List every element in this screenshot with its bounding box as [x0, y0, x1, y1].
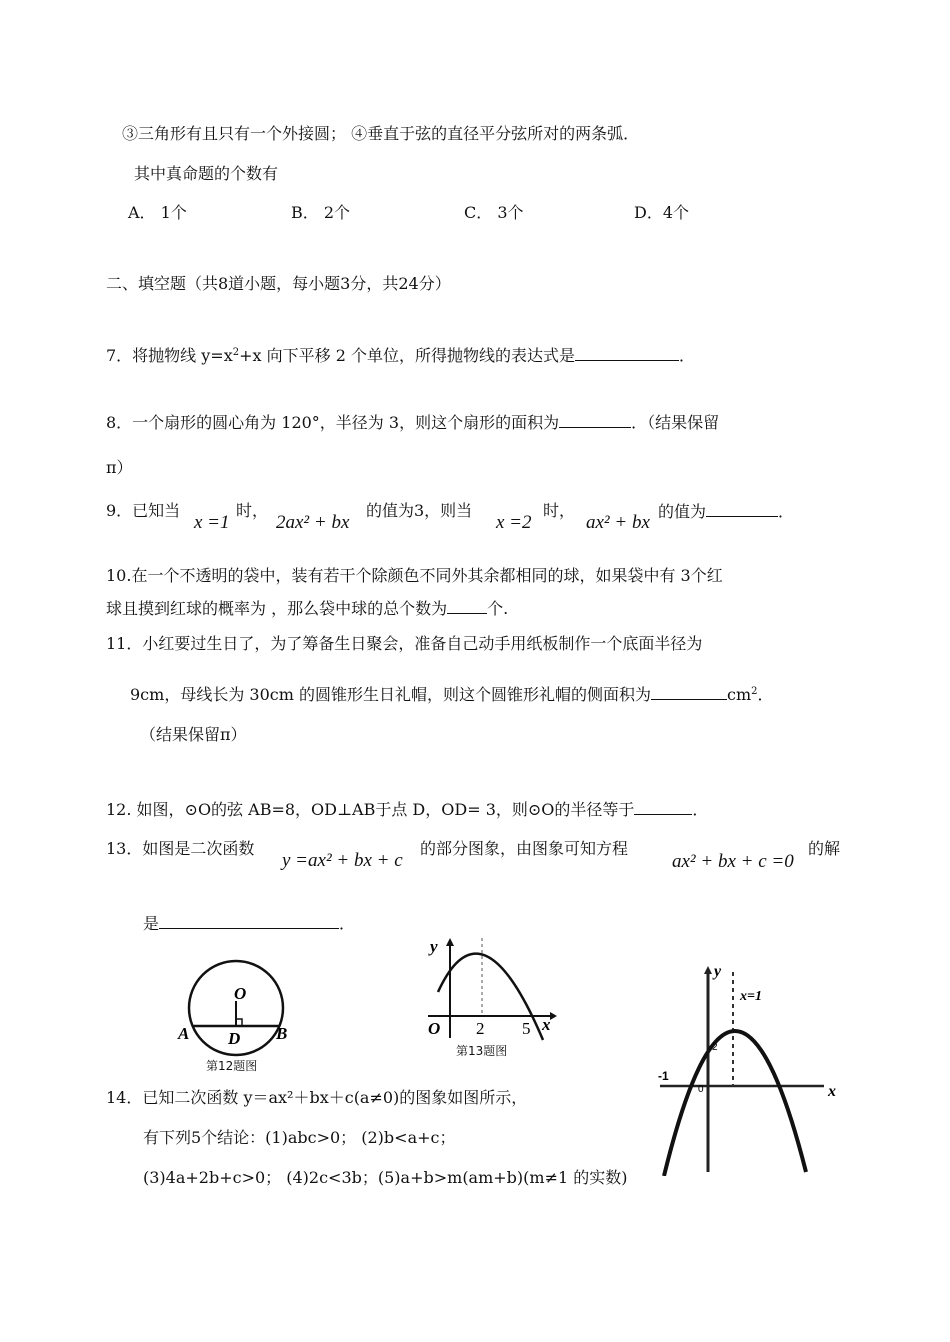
q13-line2-text: 是 [143, 914, 160, 933]
q11-answer-blank[interactable] [651, 683, 727, 700]
fig12-caption: 第12题图 [206, 1059, 258, 1073]
q10-answer-blank[interactable] [447, 597, 487, 614]
q7 [106, 342, 695, 367]
fig14-label-y: y [714, 963, 722, 980]
q12-end: ． [692, 800, 709, 819]
q12 [106, 798, 708, 821]
q6-options [128, 202, 689, 224]
q9-c: 的值为3，则当 [366, 501, 473, 520]
q6-prompt: 其中真命题的个数有 [134, 164, 279, 183]
q7-sup: 2 [232, 347, 240, 358]
q9-math-x2: x =2 [496, 512, 532, 533]
fig12-label-b: B [276, 1024, 288, 1043]
q13-b: 的部分图象，由图象可知方程 [420, 839, 629, 858]
q11-line2-text: 9cm，母线长为 30cm 的圆锥形生日礼帽，则这个圆锥形礼帽的侧面积为 [130, 685, 651, 704]
q9-end: ． [778, 502, 795, 521]
q11-end: ． [757, 685, 774, 704]
fig13-label-o: O [428, 1019, 441, 1038]
q7-text-b: +x 向下平移 2 个单位，所得抛物线的表达式是 [239, 346, 575, 365]
q7-end: ． [679, 346, 696, 365]
q11-unit: cm [726, 685, 752, 704]
q13-answer-blank[interactable] [159, 912, 339, 929]
fig13-label-x: x [542, 1015, 551, 1034]
fig14-label-2: 2 [712, 1042, 718, 1053]
q9-a: 9．已知当 [106, 501, 181, 520]
q14-line1: 14．已知二次函数 y＝ax²＋bx＋c(a≠0)的图象如图所示， [106, 1088, 528, 1107]
fig13-label-5: 5 [522, 1019, 531, 1038]
q9-e-text: 的值为 [658, 502, 707, 521]
q6-option-d: D．4个 [634, 203, 690, 222]
fig14-label-x: x [828, 1083, 836, 1100]
q9-d: 时， [543, 501, 576, 520]
q11-line3: （结果保留π） [140, 725, 247, 744]
fig14-y-arrow [704, 966, 712, 974]
q13-end: ． [339, 914, 356, 933]
figure-12 [176, 953, 296, 1063]
fig13-label-2: 2 [476, 1019, 485, 1038]
figure-13 [424, 934, 560, 1042]
fig13-caption: 第13题图 [456, 1044, 508, 1058]
q13-c: 的解 [808, 839, 841, 858]
q12-answer-blank[interactable] [634, 798, 692, 815]
section-heading: 二、填空题（共8道小题，每小题3分，共24分） [106, 274, 451, 293]
q11-line1: 11．小红要过生日了，为了筹备生日聚会，准备自己动手用纸板制作一个底面半径为 [106, 634, 703, 653]
q13-a: 13．如图是二次函数 [106, 839, 255, 858]
fig13-label-y: y [430, 937, 438, 956]
fig12-label-d: D [228, 1029, 241, 1048]
q7-answer-blank[interactable] [575, 344, 679, 361]
q9-answer-blank[interactable] [706, 500, 778, 517]
q8-end: ．（结果保留 [631, 413, 720, 432]
q13-math-y: y =ax² + bx + c [282, 850, 403, 871]
q13-math-eq: ax² + bx + c =0 [672, 851, 794, 872]
q6-option-a: A． 1个 [128, 203, 187, 222]
q9-math-ax2bx: ax² + bx [586, 512, 650, 533]
q6-option-b: B． 2个 [291, 203, 351, 222]
q9-b: 时， [236, 501, 269, 520]
q11-line2 [130, 681, 774, 706]
q8-text: 8．一个扇形的圆心角为 120°，半径为 3，则这个扇形的面积为 [106, 413, 560, 432]
q6-statements: ③三角形有且只有一个外接圆； ④垂直于弦的直径平分弦所对的两条弧． [122, 124, 640, 143]
q10-end: 个. [487, 599, 509, 618]
q14-line3: (3)4a+2b+c>0； (4)2c<3b；(5)a+b>m(am+b)(m≠1 的实数) [143, 1168, 628, 1187]
figure-14 [656, 962, 846, 1176]
q13-line2 [143, 912, 355, 935]
q12-text: 12. 如图，⊙O的弦 AB=8，OD⊥AB于点 D，OD= 3，则⊙O的半径等于 [106, 800, 635, 819]
q11-unit-sup: 2 [751, 686, 758, 697]
fig13-x-arrow [550, 1012, 557, 1020]
fig14-parabola [664, 1031, 806, 1176]
fig14-label-0: 0 [698, 1084, 704, 1095]
q9-e [658, 500, 794, 523]
q14-line2: 有下列5个结论：(1)abc>0； (2)b<a+c； [143, 1128, 456, 1147]
fig12-label-a: A [178, 1024, 190, 1043]
q10-line2 [106, 597, 508, 620]
fig14-label-x1: x=1 [740, 989, 762, 1004]
q9-math-x1: x =1 [194, 512, 230, 533]
q10-line2-text: 球且摸到红球的概率为 ，那么袋中球的总个数为 [106, 599, 448, 618]
q6-option-c: C． 3个 [464, 203, 524, 222]
q10-line1: 10.在一个不透明的袋中，装有若干个除颜色不同外其余都相同的球，如果袋中有 3个红 [106, 566, 723, 585]
q8-answer-blank[interactable] [559, 411, 631, 428]
fig14-label-neg1: -1 [658, 1069, 669, 1083]
q7-text-a: 7．将抛物线 y=x [106, 346, 233, 365]
q8-wrap: π） [106, 458, 133, 477]
fig12-label-o: O [234, 984, 247, 1003]
q8 [106, 411, 719, 434]
q9-math-2ax2bx: 2ax² + bx [276, 512, 350, 533]
fig13-y-arrow [446, 938, 454, 946]
